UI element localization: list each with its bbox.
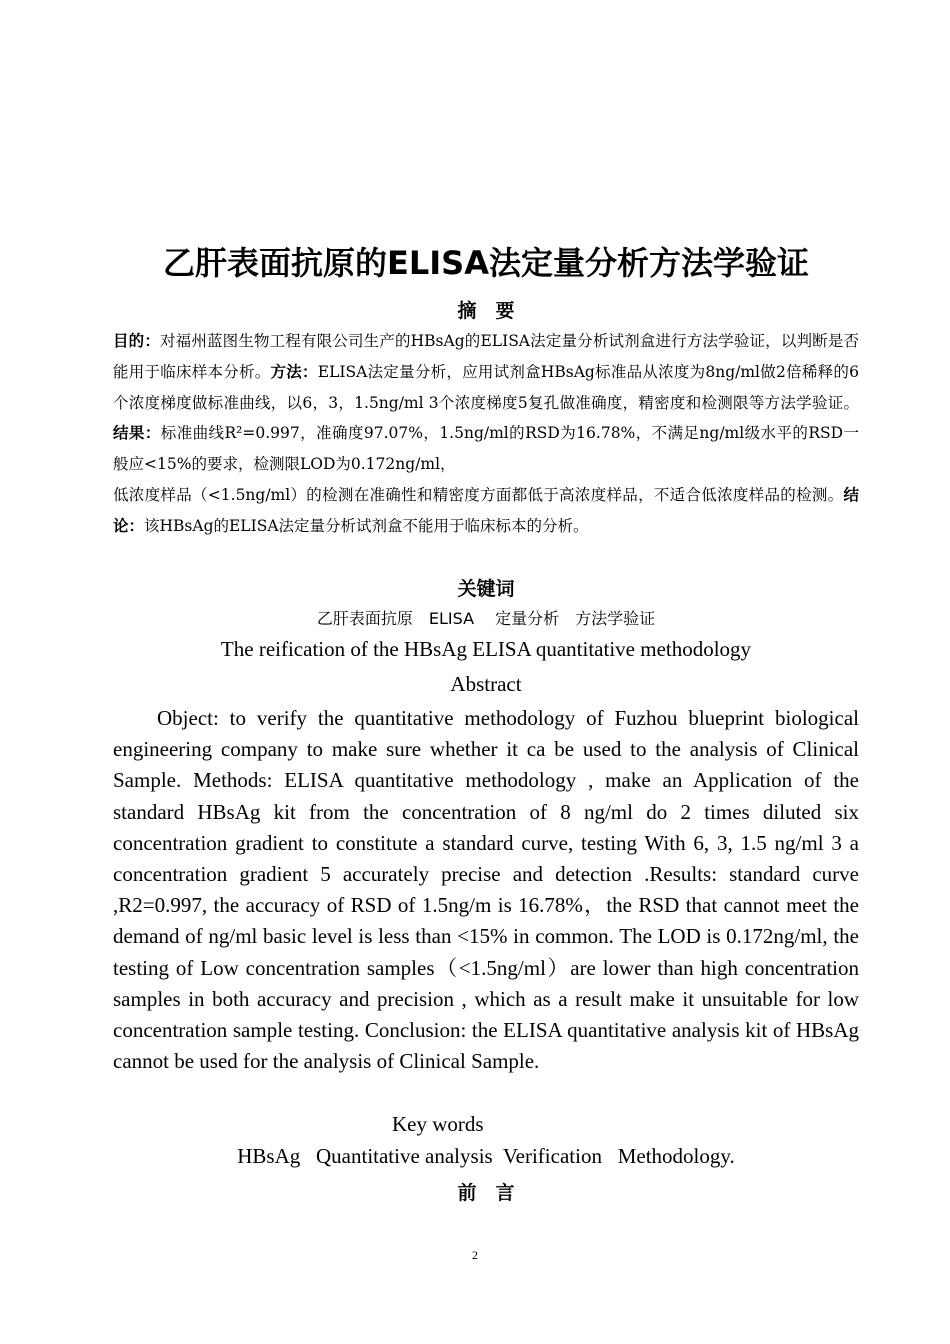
keywords-cn-text: 乙肝表面抗原 ELISA 定量分析 方法学验证 bbox=[316, 609, 656, 628]
english-title: The reification of the HBsAg ELISA quantitative methodology bbox=[220, 637, 752, 661]
methods-label: 方法： bbox=[270, 362, 318, 381]
paper-title: 乙肝表面抗原的ELISA法定量分析方法学验证 bbox=[163, 244, 809, 282]
conclusion-text: 该HBsAg的ELISA法定量分析试剂盒不能用于临床标本的分析。 bbox=[144, 516, 589, 535]
english-abstract-heading: Abstract bbox=[450, 672, 522, 696]
page-number: 2 bbox=[472, 1248, 478, 1262]
english-keywords-text: HBsAg Quantitative analysis Verification Methodology. bbox=[237, 1144, 735, 1168]
methods-text: ELISA法定量分析，应用试剂盒HBsAg标准品从浓度为8ng/ml做2倍稀释的6个浓度梯度做标准曲线，以6，3，1.5ng/ml 3个浓度梯度5复孔做准确度，精密度和检测限等方法学验证。 bbox=[113, 362, 859, 412]
foreword-heading: 前 言 bbox=[457, 1182, 515, 1204]
english-abstract-body: Object: to verify the quantitative methodology of Fuzhou blueprint biological engineering company to make sure whether it ca be used to the analysis of Clinical Sample. Methods: ELISA quantitative methodology , make an Application of the standard HBsAg kit from the concentration of 8 ng/ml do 2 times diluted six concentration gradient to constitute a standard curve, testing With 6, 3, 1.5 ng/ml 3 a concentration gradient 5 accurately precise and detection .Results: standard curve ,R2=0.997, the accuracy of RSD of 1.5ng/m is 16.78%，the RSD that cannot meet the demand of ng/ml basic level is less than <15% in common. The LOD is 0.172ng/ml, the testing of Low concentration samples（<1.5ng/ml）are lower than high concentration samples in both accuracy and precision , which as a result make it unsuitable for low concentration sample testing. Conclusion: the ELISA quantitative analysis kit of HBsAg cannot be used for the analysis of Clinical Sample. bbox=[113, 706, 859, 1074]
results-label: 结果： bbox=[113, 424, 161, 443]
keywords-cn-heading: 关键词 bbox=[457, 578, 515, 600]
objective-text: 对福州蓝图生物工程有限公司生产的HBsAg的ELISA法定量分析试剂盒进行方法学验证，以判断是否能用于临床样本分析。 bbox=[113, 332, 859, 381]
abstract-cn-paragraph-1 bbox=[113, 326, 859, 480]
conclusion-label: 结论： bbox=[113, 485, 859, 535]
abstract-cn-heading: 摘 要 bbox=[457, 300, 515, 322]
results-text-2: 低浓度样品（<1.5ng/ml）的检测在准确性和精密度方面都低于高浓度样品，不适合低浓度样品的检测。 bbox=[113, 485, 844, 504]
results-text-1: 标准曲线R²=0.997，准确度97.07%，1.5ng/ml的RSD为16.78%，不满足ng/ml级水平的RSD一般应<15%的要求，检测限LOD为0.172ng/ml， bbox=[113, 424, 859, 474]
english-keywords-heading: Key words bbox=[392, 1112, 484, 1136]
abstract-cn-body bbox=[113, 326, 859, 542]
objective-label: 目的： bbox=[113, 332, 160, 350]
abstract-cn-paragraph-2 bbox=[113, 480, 859, 542]
